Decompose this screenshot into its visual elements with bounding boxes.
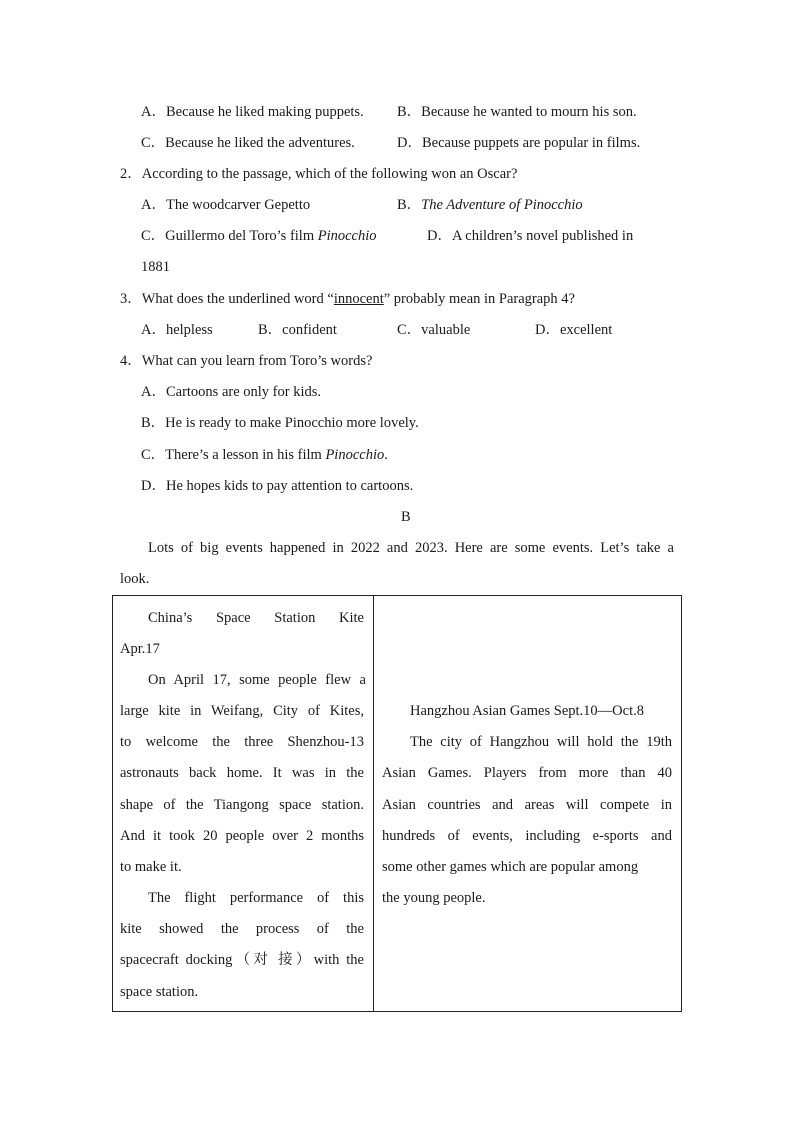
- q3-option-b: B．confident: [258, 322, 337, 338]
- q3-option-c: C．valuable: [397, 322, 471, 338]
- q1-option-a: A．Because he liked making puppets.: [141, 104, 364, 120]
- section-b-heading: B: [401, 509, 411, 525]
- q2-option-c-prefix: C．Guillermo del Toro’s film: [141, 228, 318, 244]
- kite-p2-line: kite showed the process of the: [120, 921, 364, 937]
- kite-p1-line: to make it.: [120, 859, 182, 875]
- q3-stem: [120, 289, 575, 309]
- kite-p2-line: spacecraft docking（对 接）with the: [120, 952, 364, 968]
- q4-option-c-title: Pinocchio: [325, 447, 385, 463]
- q2-option-b-title: The Adventure of Pinocchio: [421, 197, 583, 213]
- table-column-divider: [373, 596, 374, 1011]
- kite-title-line-2: Apr.17: [120, 641, 160, 657]
- q1-option-b: B．Because he wanted to mourn his son.: [397, 104, 637, 120]
- q4-option-c-post: .: [384, 447, 388, 463]
- kite-p1-line: large kite in Weifang, City of Kites,: [120, 703, 364, 719]
- q4-option-a: A．Cartoons are only for kids.: [141, 384, 322, 400]
- q3-option-d: D．excellent: [535, 322, 613, 338]
- kite-p2-line: space station.: [120, 984, 199, 1000]
- asian-games-p1-line: Asian countries and areas will compete in: [382, 797, 672, 813]
- kite-p1-line: astronauts back home. It was in the: [120, 765, 364, 781]
- q3-underlined-word: innocent: [333, 291, 384, 307]
- q2-option-c: [141, 226, 377, 246]
- asian-games-p1-line: hundreds of events, including e-sports and: [382, 828, 672, 844]
- section-b-intro-line-2: look.: [120, 571, 150, 587]
- q3-option-a: A．helpless: [141, 322, 213, 338]
- q4-option-c-pre: C．There’s a lesson in his film: [141, 447, 326, 463]
- asian-games-p1-line: The city of Hangzhou will hold the 19th: [410, 734, 672, 750]
- q2-option-d-continued: 1881: [141, 259, 170, 275]
- q2-option-b: [397, 195, 583, 215]
- section-b-intro-line-1: Lots of big events happened in 2022 and 2023. Here are some events. Let’s take a: [148, 540, 674, 556]
- kite-p2-line: The flight performance of this: [148, 890, 364, 906]
- q4-option-c: [141, 445, 388, 465]
- q2-option-b-prefix: B．: [397, 197, 422, 213]
- kite-title-line-1: China’s Space Station Kite: [148, 610, 364, 626]
- q1-option-d: D．Because puppets are popular in films.: [397, 135, 641, 151]
- asian-games-p1-line: some other games which are popular among: [382, 859, 639, 875]
- q2-stem: 2．According to the passage, which of the following won an Oscar?: [120, 166, 518, 182]
- kite-p1-line: shape of the Tiangong space station.: [120, 797, 364, 813]
- q2-option-a: A．The woodcarver Gepetto: [141, 197, 311, 213]
- asian-games-p1-line: Asian Games. Players from more than 40: [382, 765, 672, 781]
- q2-option-d: D．A children’s novel published in: [427, 228, 634, 244]
- q2-option-c-title: Pinocchio: [317, 228, 377, 244]
- events-table: [112, 595, 682, 1012]
- q1-option-c: C．Because he liked the adventures.: [141, 135, 355, 151]
- q4-option-d: D．He hopes kids to pay attention to cartoons.: [141, 478, 414, 494]
- q3-stem-post: ” probably mean in Paragraph 4?: [383, 291, 575, 307]
- q4-stem: 4．What can you learn from Toro’s words?: [120, 353, 373, 369]
- kite-p1-line: On April 17, some people flew a: [148, 672, 366, 688]
- asian-games-title: Hangzhou Asian Games Sept.10—Oct.8: [410, 703, 644, 719]
- asian-games-p1-line: the young people.: [382, 890, 486, 906]
- q3-stem-pre: 3．What does the underlined word “: [120, 291, 334, 307]
- q4-option-b: B．He is ready to make Pinocchio more lovely.: [141, 415, 419, 431]
- kite-p1-line: to welcome the three Shenzhou-13: [120, 734, 364, 750]
- kite-p1-line: And it took 20 people over 2 months: [120, 828, 364, 844]
